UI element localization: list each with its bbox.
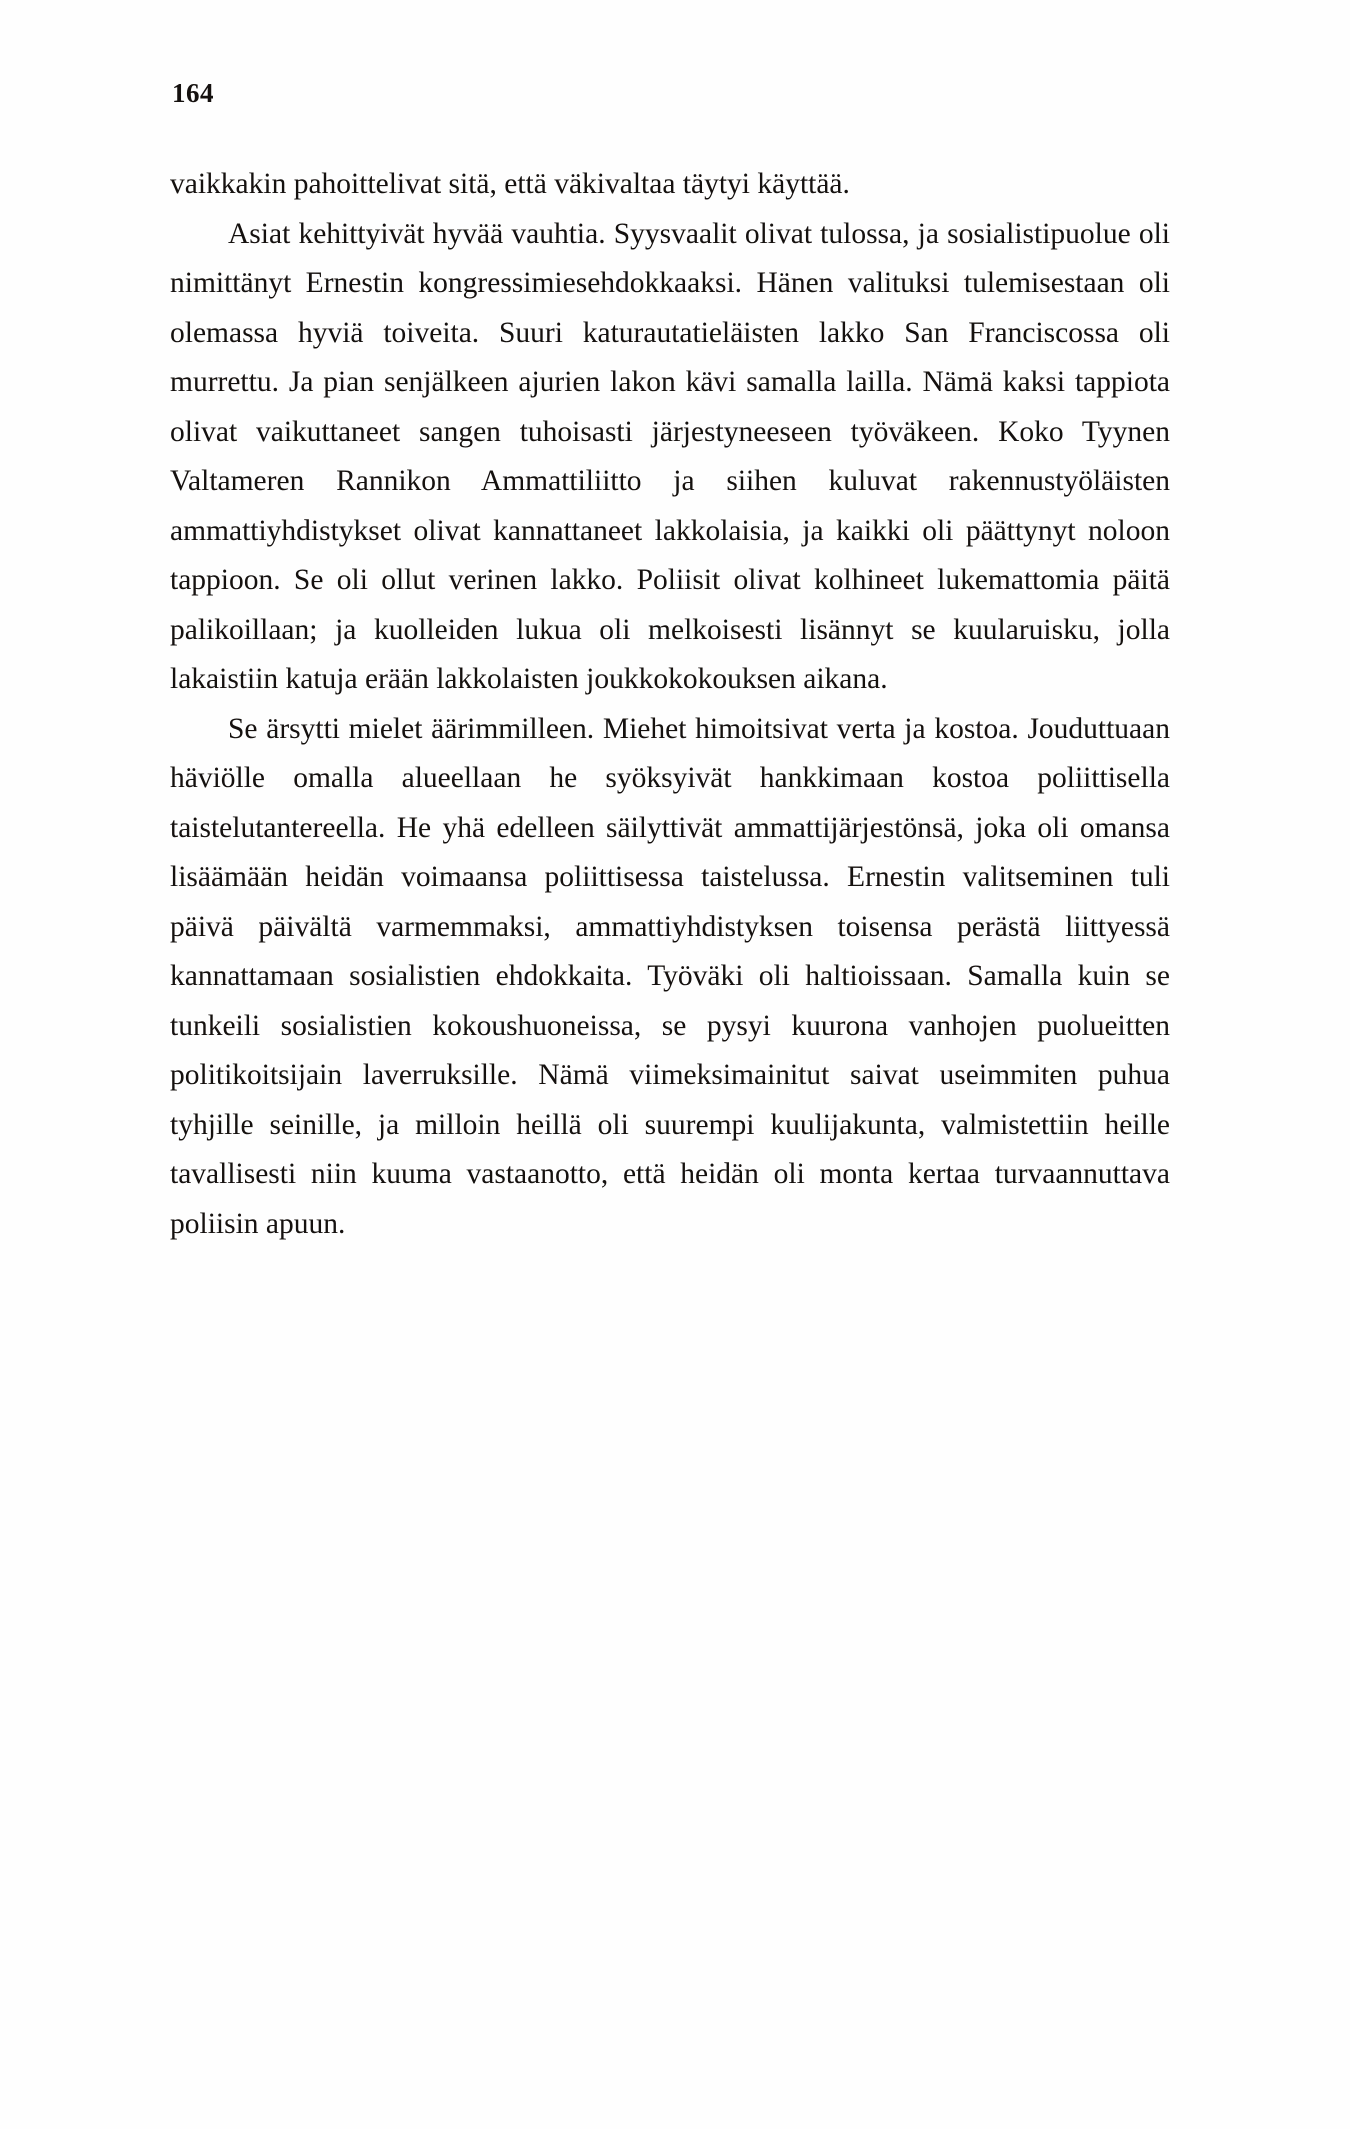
paragraph: vaikkakin pahoittelivat sitä, että väkivaltaa täytyi käyttää. — [170, 168, 850, 200]
paragraph: Asiat kehittyivät hyvää vauhtia. Syysvaalit olivat tulossa, ja sosialistipuolue oli nimittänyt Ernestin kongressimiesehdokkaaksi. Hänen valituksi tulemisestaan oli olemassa hyviä toiveita. Suuri katurautatieläisten lakko San Franciscossa oli murrettu. Ja pian senjälkeen ajurien lakon kävi samalla lailla. Nämä kaksi tappiota olivat vaikuttaneet sangen tuhoisasti järjestyneeseen työväkeen. Koko Tyynen Valtameren Rannikon Ammattiliitto ja siihen kuluvat rakennustyöläisten ammattiyhdistykset olivat kannattaneet lakkolaisia, ja kaikki oli päättynyt noloon tappioon. Se oli ollut verinen lakko. Poliisit olivat kolhineet lukemattomia päitä palikoillaan; ja kuolleiden lukua oli melkoisesti lisännyt se kuularuisku, jolla lakaistiin katuja erään lakkolaisten joukkokokouksen aikana. — [170, 217, 1170, 695]
paragraph: Se ärsytti mielet äärimmilleen. Miehet himoitsivat verta ja kostoa. Jouduttuaan häviölle omalla alueellaan he syöksyivät hankkimaan kostoa poliittisella taistelutantereella. He yhä edelleen säilyttivät ammattijärjestönsä, joka oli omansa lisäämään heidän voimaansa poliittisessa taistelussa. Ernestin valitseminen tuli päivä päivältä varmemmaksi, ammattiyhdistyksen toisensa perästä liittyessä kannattamaan sosialistien ehdokkaita. Työväki oli haltioissaan. Samalla kuin se tunkeili sosialistien kokoushuoneissa, se pysyi kuurona vanhojen puolueitten politikoitsijain laverruksille. Nämä viimeksimainitut saivat useimmiten puhua tyhjille seinille, ja milloin heillä oli suurempi kuulijakunta, valmistettiin heille tavallisesti niin kuuma vastaanotto, että heidän oli monta kertaa turvaannuttava poliisin apuun. — [170, 712, 1170, 1240]
page-number: 164 — [172, 78, 214, 108]
page-body-text — [170, 160, 1170, 1249]
